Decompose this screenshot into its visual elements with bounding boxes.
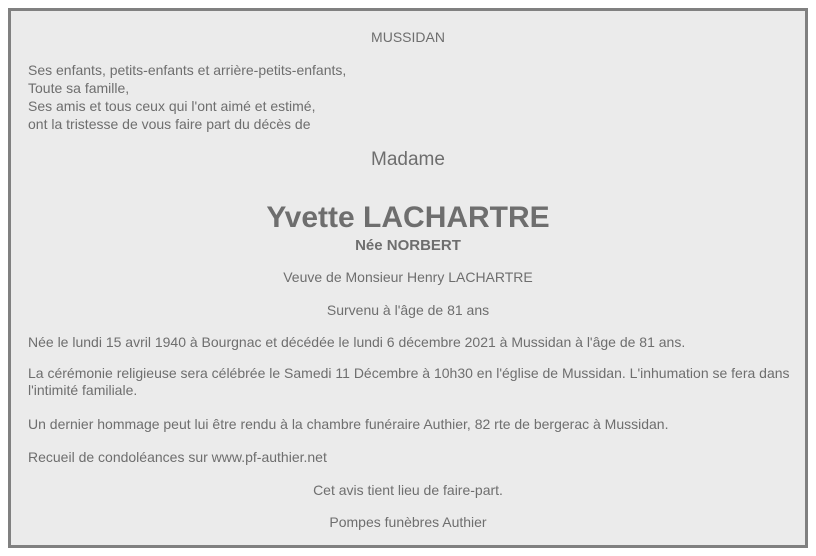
intro-line: Ses enfants, petits-enfants et arrière-petits-enfants, <box>28 62 347 78</box>
ceremony-details: La cérémonie religieuse sera célébrée le Samedi 11 Décembre à 10h30 en l'église de Mussidan. L'inhumation se fera dans l'intimité familiale. <box>28 365 790 398</box>
honorific: Madame <box>371 149 445 170</box>
intro-line: Toute sa famille, <box>28 80 130 96</box>
intro-line: Ses amis et tous ceux qui l'ont aimé et estimé, <box>28 98 316 114</box>
family-intro <box>28 61 346 133</box>
tribute-details: Un dernier hommage peut lui être rendu à la chambre funéraire Authier, 82 rte de bergerac à Mussidan. <box>28 416 669 432</box>
maiden-name: Née NORBERT <box>355 237 461 254</box>
deceased-name: Yvette LACHARTRE <box>266 201 550 234</box>
age-at-death: Survenu à l'âge de 81 ans <box>326 302 490 318</box>
obituary-notice <box>8 8 808 548</box>
birth-death-details: Née le lundi 15 avril 1940 à Bourgnac et décédée le lundi 6 décembre 2021 à Mussidan à l'âge de 81 ans. <box>28 334 686 350</box>
funeral-home: Pompes funèbres Authier <box>329 514 487 530</box>
town-heading: MUSSIDAN <box>371 29 445 45</box>
condolences-info: Recueil de condoléances sur www.pf-authier.net <box>28 449 327 465</box>
intro-line: ont la tristesse de vous faire part du décès de <box>28 116 311 132</box>
widow-of: Veuve de Monsieur Henry LACHARTRE <box>283 269 533 285</box>
notice-line: Cet avis tient lieu de faire-part. <box>313 482 503 498</box>
